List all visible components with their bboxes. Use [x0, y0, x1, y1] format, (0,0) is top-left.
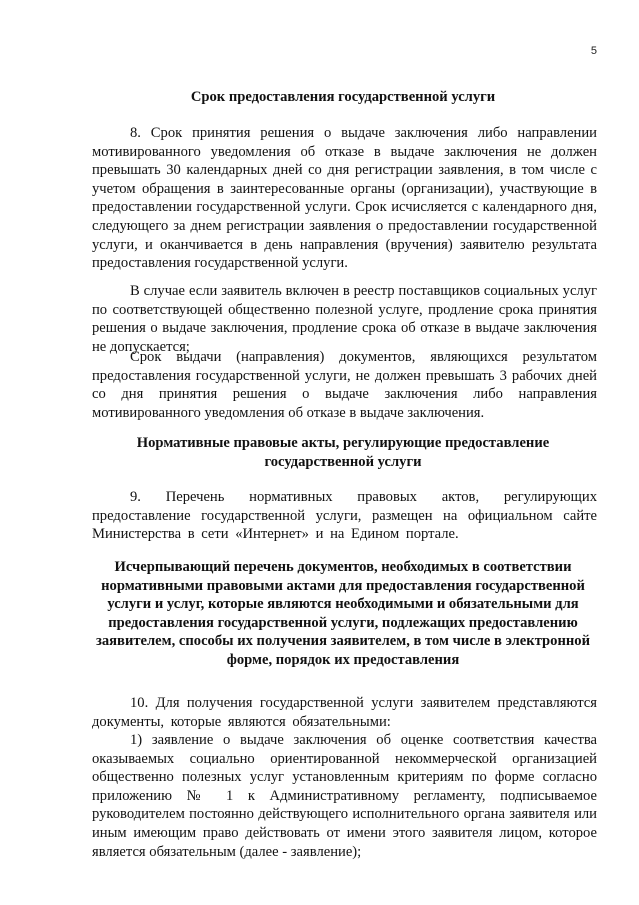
paragraph-10-item-1-application: 1) заявление о выдаче заключения об оценке соответствия качества оказываемых социально ориентированной некоммерческой организацией общественно полезных услуг установленным критериям по форме согласно приложению № 1 к Административному регламенту, подписываемое руководителем постоянно действующего исполнительного органа заявителя или иным имеющим право действовать от имени этого заявителя лицом, которое является обязательным (далее - заявление);: [92, 732, 597, 860]
page-number: 5: [590, 45, 597, 57]
paragraph-registry-case: В случае если заявитель включен в реестр поставщиков социальных услуг по соответствующей общественно полезной услуге, продление срока принятия решения о выдаче заключения, продление срока об отказе в выдаче заключения не допускается;: [92, 283, 597, 355]
section-heading-service-term: Срок предоставления государственной услуги: [190, 89, 496, 105]
section-heading-legal-acts: Нормативные правовые акты, регулирующие предоставление государственной услуги: [136, 435, 550, 470]
section-heading-documents-list: Исчерпывающий перечень документов, необходимых в соответствии нормативными правовыми актами для предоставления государственной услуги и услуг, которые являются необходимыми и обязательными для предоставления государственной услуги, подлежащих предоставлению заявителем, способы их получения заявителем, в том числе в электронной форме, порядок их предоставления: [96, 559, 590, 668]
paragraph-documents-issue-term: Срок выдачи (направления) документов, являющихся результатом предоставления государственной услуги, не должен превышать 3 рабочих дней со дня принятия решения о выдаче заключения либо направления мотивированного уведомления об отказе в выдаче заключения.: [92, 349, 597, 421]
paragraph-9-legal-acts: 9. Перечень нормативных правовых актов, регулирующих предоставление государственной услуги, размещен на официальном сайте Министерства в сети «Интернет» и на Едином портале.: [92, 489, 597, 543]
paragraph-8-term: 8. Срок принятия решения о выдаче заключения либо направлении мотивированного уведомления об отказе в выдаче заключения не должен превышать 30 календарных дней со дня регистрации заявления, в том числе с учетом обращения в заинтересованные органы (организации), участвующие в предоставлении государственной услуги. Срок исчисляется с календарного дня, следующего за днем регистрации заявления о предоставлении государственной услуги, и оканчивается в день направления (вручения) заявителю результата предоставления государственной услуги.: [92, 125, 597, 272]
paragraph-10-required-documents: 10. Для получения государственной услуги заявителем представляются документы, которые являются обязательными:: [92, 695, 597, 730]
